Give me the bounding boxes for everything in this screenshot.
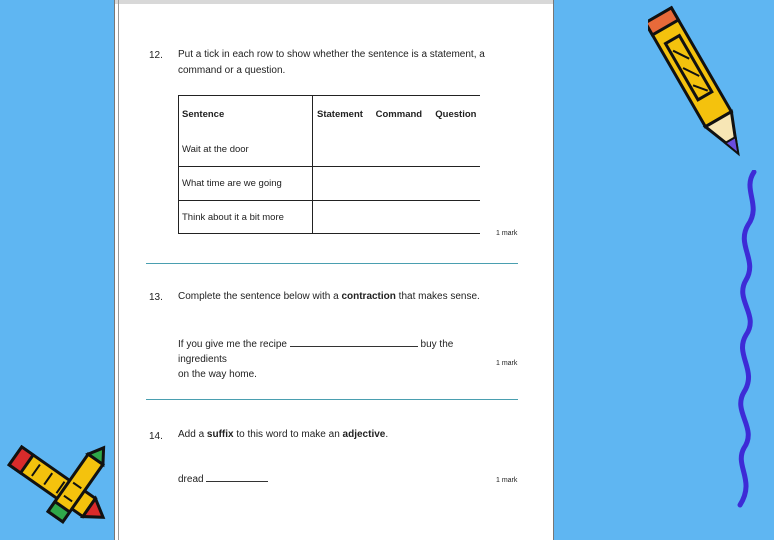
q13-instruction-bold: contraction: [341, 291, 396, 302]
q12-row-2-sentence: What time are we going: [179, 167, 313, 201]
q13-instruction: [178, 289, 518, 305]
q14-instruction-pre: Add a: [178, 429, 207, 440]
q13-answer-line[interactable]: [290, 346, 418, 347]
q12-header-sentence: Sentence: [182, 109, 225, 120]
q12-header-command: Command: [375, 109, 423, 120]
q13-mark: 1 mark: [496, 360, 518, 367]
pencil-icon: [648, 0, 763, 180]
divider-2: [146, 399, 518, 400]
q13-instruction-pre: Complete the sentence below with a: [178, 291, 342, 302]
q13-number: 13.: [149, 292, 163, 303]
q14-instruction-mid: to this word to make an: [233, 429, 343, 440]
divider-1: [146, 263, 518, 264]
q13-sentence-pre: If you give me the recipe: [178, 339, 287, 350]
q14-word: dread: [178, 474, 204, 485]
q13-sentence: [178, 337, 498, 382]
q14-number: 14.: [149, 431, 163, 442]
q12-row-1-sentence: Wait at the door: [182, 144, 249, 155]
q14-instruction-bold2: adjective: [342, 429, 386, 440]
q12-mark: 1 mark: [496, 230, 518, 237]
q12-row-2-tick-area[interactable]: [313, 167, 481, 201]
q12-header-statement: Statement: [317, 109, 363, 120]
q12-instruction-line2: command or a question.: [178, 65, 286, 76]
q12-instruction: [178, 47, 538, 79]
q12-row-3-sentence: Think about it a bit more: [179, 201, 313, 234]
page-inner-edge: [118, 0, 119, 540]
q13-sentence-post: buy the ingredients: [178, 339, 454, 365]
q12-header-question: Question: [435, 109, 477, 120]
crayons-icon: [0, 430, 118, 540]
page-top-edge: [115, 0, 553, 4]
q12-table: [178, 95, 480, 234]
worksheet-page: [114, 0, 554, 540]
squiggle-line: [728, 170, 774, 510]
q12-number: 12.: [149, 50, 163, 61]
q12-header-choices: [313, 96, 481, 167]
q12-instruction-line1: Put a tick in each row to show whether the sentence is a statement, a: [178, 49, 485, 60]
q14-instruction-bold1: suffix: [206, 429, 234, 440]
q14-mark: 1 mark: [496, 477, 518, 484]
q14-answer: [178, 472, 268, 488]
q12-table-sentence-cell: [179, 96, 313, 167]
q12-row-3-tick-area[interactable]: [313, 201, 481, 234]
q14-answer-line[interactable]: [206, 481, 268, 482]
q14-instruction: [178, 427, 518, 443]
q14-instruction-post: .: [385, 429, 389, 440]
q13-instruction-post: that makes sense.: [395, 291, 480, 302]
q13-sentence-line2: on the way home.: [178, 369, 257, 380]
